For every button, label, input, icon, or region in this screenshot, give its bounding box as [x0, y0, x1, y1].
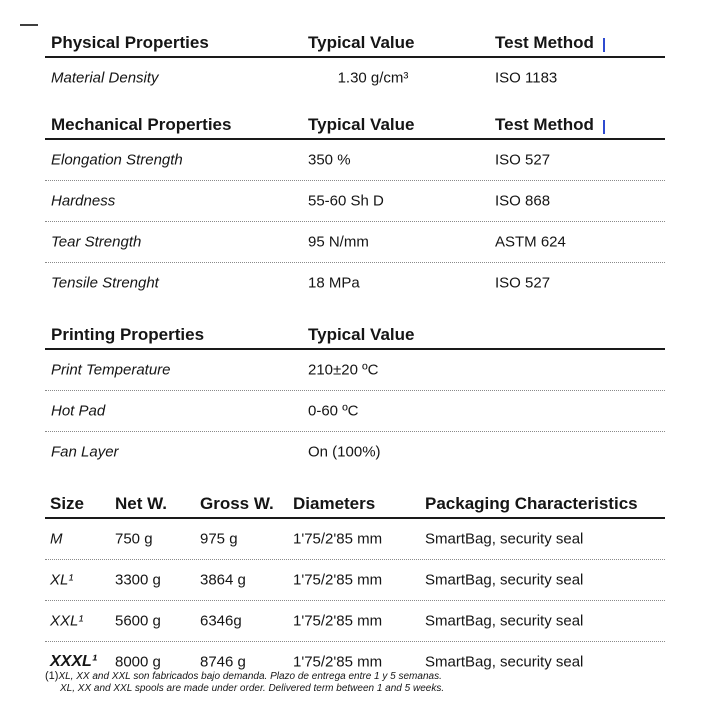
section-title: Mechanical Properties	[51, 115, 232, 134]
property-value: 18 MPa	[308, 274, 360, 292]
property-value: 55-60 Sh D	[308, 192, 384, 210]
size-label: M	[50, 530, 63, 548]
packaging-characteristics-value: SmartBag, security seal	[425, 653, 584, 671]
printing-properties-header-row	[45, 322, 665, 350]
column-header-typical-value: Typical Value	[308, 325, 415, 344]
mechanical-properties-table	[45, 112, 665, 303]
test-method: ISO 527	[495, 274, 551, 292]
footnote-text-en: XL, XX and XXL spools are made under order. Delivered term between 1 and 5 weeks.	[60, 683, 445, 694]
gross-weight: 975 g	[200, 530, 238, 548]
table-row	[45, 350, 665, 391]
gross-weight: 8746 g	[200, 653, 246, 671]
text-cursor-mark	[603, 38, 605, 52]
property-value: 1.30 g/cm³	[337, 69, 409, 87]
property-value: On (100%)	[308, 443, 381, 461]
section-title: Physical Properties	[51, 33, 209, 52]
text-cursor-mark	[603, 120, 605, 134]
property-name: Fan Layer	[51, 443, 119, 461]
property-value: 210±20 ºC	[308, 361, 379, 379]
column-header-typical-value: Typical Value	[308, 33, 415, 52]
column-header-test-method: Test Method	[495, 115, 594, 134]
column-header-net-weight: Net W.	[115, 494, 167, 513]
column-header-typical-value: Typical Value	[308, 115, 415, 134]
table-row	[45, 519, 665, 560]
table-row	[45, 432, 665, 472]
property-name: Hot Pad	[51, 402, 106, 420]
test-method: ISO 1183	[495, 69, 558, 87]
property-name: Tear Strength	[51, 233, 142, 251]
diameters-value: 1'75/2'85 mm	[293, 571, 383, 589]
packaging-characteristics-value: SmartBag, security seal	[425, 612, 584, 630]
table-row	[45, 560, 665, 601]
gross-weight: 6346g	[200, 612, 242, 630]
test-method: ASTM 624	[495, 233, 566, 251]
table-row	[45, 181, 665, 222]
column-header-packaging-characteristics: Packaging Characteristics	[425, 494, 638, 513]
size-label: XXXL¹	[50, 653, 98, 670]
net-weight: 8000 g	[115, 653, 161, 671]
property-value: 0-60 ºC	[308, 402, 359, 420]
datasheet	[45, 0, 665, 695]
footnote-marker: (1)	[45, 670, 59, 682]
property-name: Print Temperature	[51, 361, 171, 379]
column-header-diameters: Diameters	[293, 494, 376, 513]
size-label: XL¹	[50, 571, 74, 589]
footnote-text-es: XL, XX and XXL son fabricados bajo demanda. Plazo de entrega entre 1 y 5 semanas.	[58, 671, 442, 682]
physical-properties-table	[45, 30, 665, 98]
test-method: ISO 527	[495, 151, 551, 169]
column-header-test-method: Test Method	[495, 33, 594, 52]
table-row	[45, 263, 665, 303]
diameters-value: 1'75/2'85 mm	[293, 612, 383, 630]
printing-properties-table	[45, 322, 665, 472]
physical-properties-header-row	[45, 30, 665, 58]
table-row	[45, 601, 665, 642]
column-header-gross-weight: Gross W.	[200, 494, 274, 513]
property-name: Tensile Strenght	[51, 274, 159, 292]
size-label: XXL¹	[50, 612, 84, 630]
test-method: ISO 868	[495, 192, 551, 210]
section-title: Printing Properties	[51, 325, 205, 344]
packaging-characteristics-value: SmartBag, security seal	[425, 530, 584, 548]
property-name: Material Density	[51, 69, 159, 87]
net-weight: 5600 g	[115, 612, 161, 630]
mechanical-properties-header-row	[45, 112, 665, 140]
property-name: Elongation Strength	[51, 151, 183, 169]
property-value: 350 %	[308, 151, 351, 169]
column-header-size: Size	[50, 494, 85, 513]
table-row	[45, 222, 665, 263]
property-name: Hardness	[51, 192, 116, 210]
diameters-value: 1'75/2'85 mm	[293, 530, 383, 548]
net-weight: 3300 g	[115, 571, 161, 589]
table-row	[45, 58, 665, 98]
table-row	[45, 140, 665, 181]
table-row	[45, 391, 665, 432]
page-edge-dash	[20, 24, 38, 26]
net-weight: 750 g	[115, 530, 153, 548]
table-row	[45, 642, 665, 682]
diameters-value: 1'75/2'85 mm	[293, 653, 383, 671]
packaging-characteristics-value: SmartBag, security seal	[425, 571, 584, 589]
footnote-line-2	[60, 683, 665, 695]
property-value: 95 N/mm	[308, 233, 369, 251]
packaging-header-row	[45, 491, 665, 519]
packaging-table	[45, 491, 665, 682]
gross-weight: 3864 g	[200, 571, 246, 589]
